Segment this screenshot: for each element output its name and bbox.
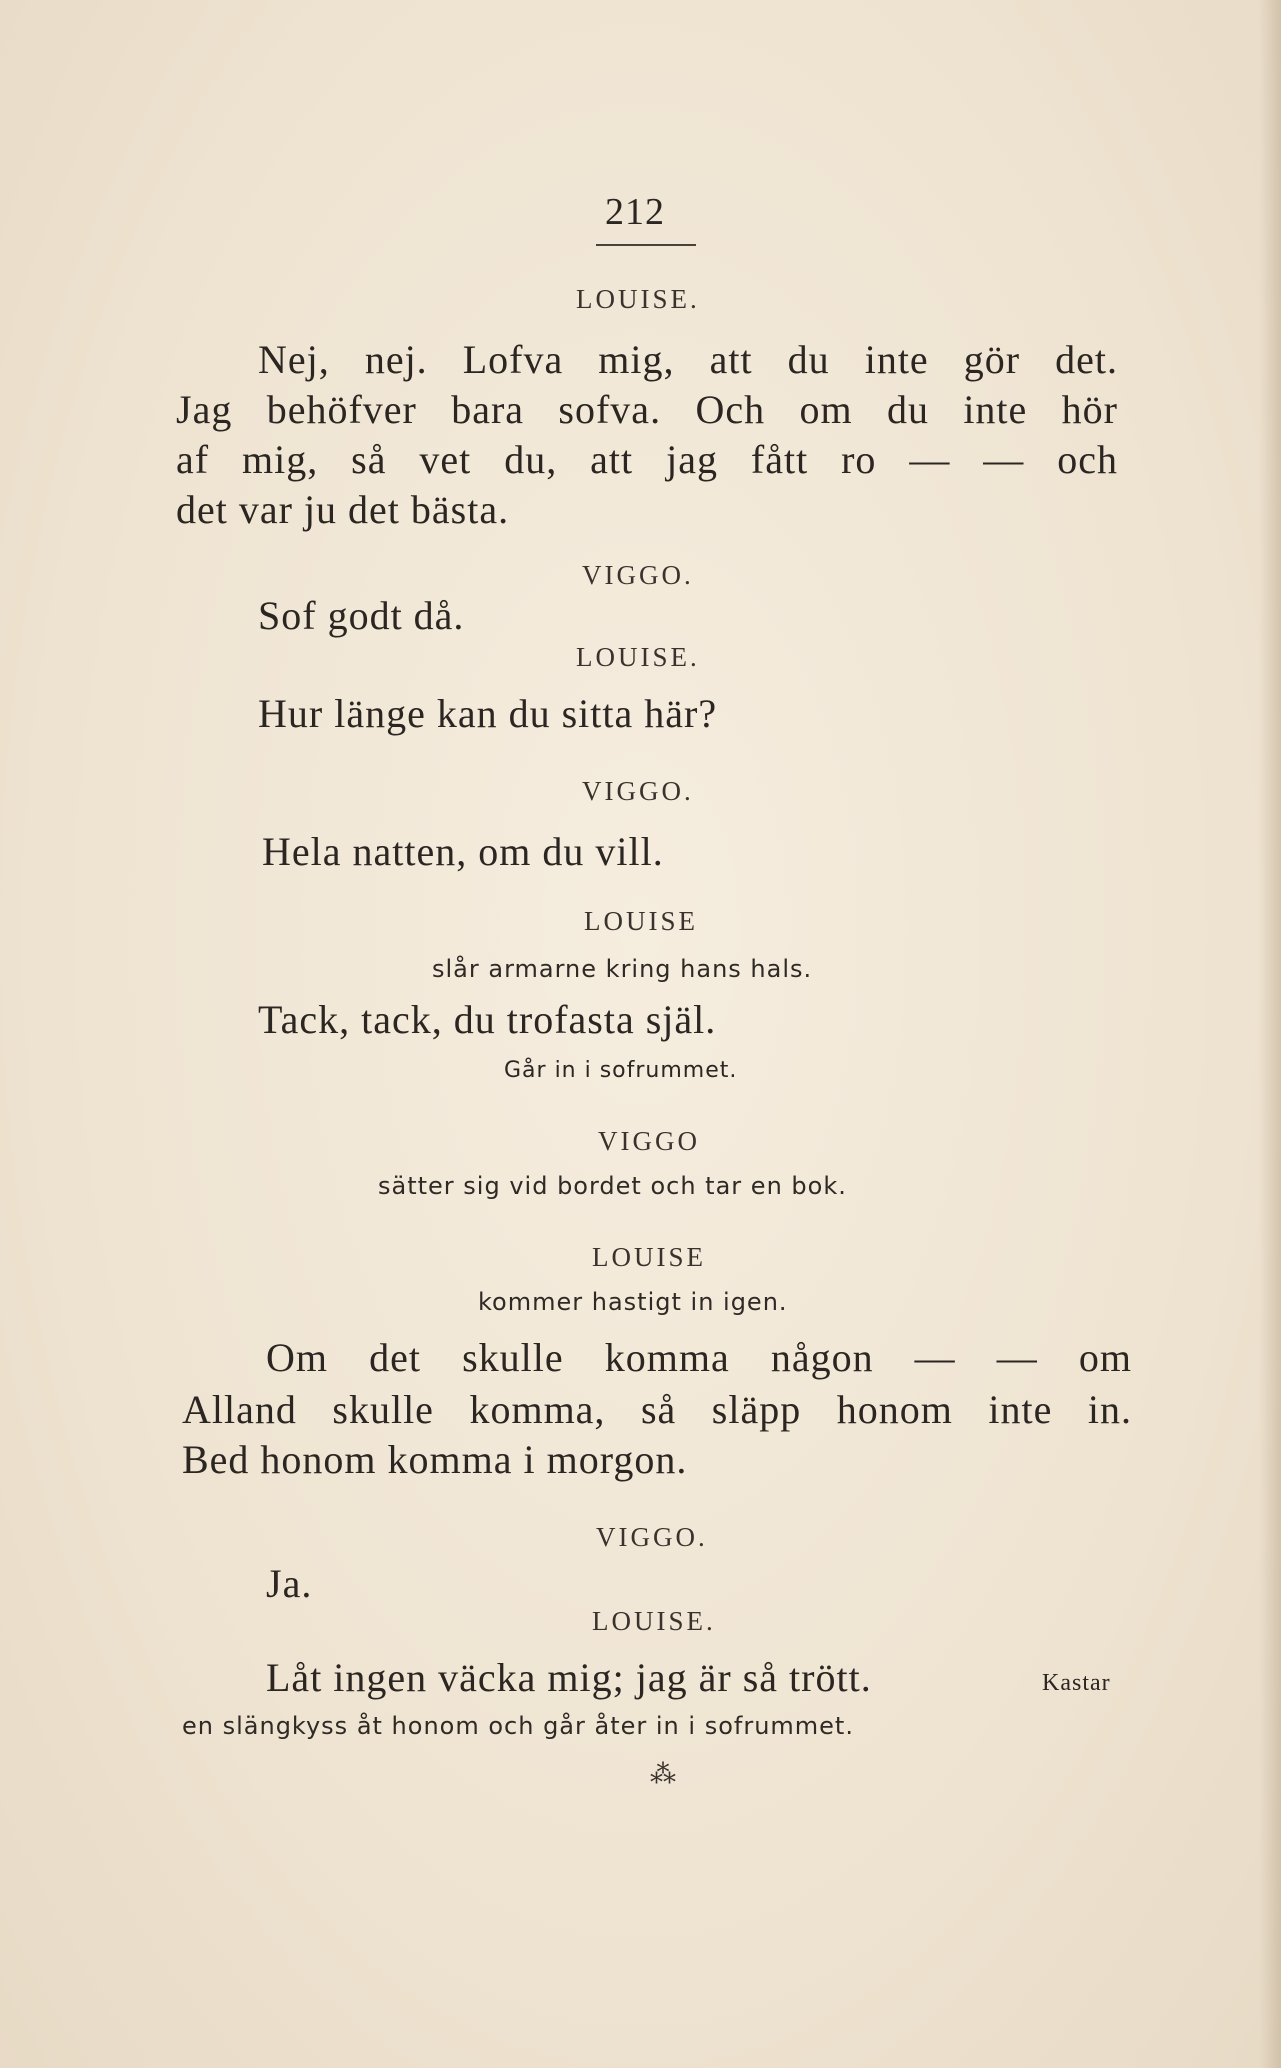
page-number: 212 (605, 191, 665, 233)
section-ornament: ⁂ (650, 1760, 676, 1789)
page-edge-shadow (1259, 0, 1281, 2068)
dialogue-line: Tack, tack, du trofasta själ. (258, 997, 717, 1042)
dialogue-line: af mig, så vet du, att jag fått ro — — och (176, 437, 1118, 482)
dialogue-line: Hela natten, om du vill. (262, 829, 664, 874)
speaker-louise: LOUISE (592, 1242, 706, 1272)
stage-direction: sätter sig vid bordet och tar en bok. (378, 1172, 847, 1200)
speaker-viggo: VIGGO. (582, 776, 694, 806)
speaker-louise: LOUISE (584, 906, 698, 936)
speaker-viggo: VIGGO (598, 1126, 700, 1156)
stage-direction: Kastar (1042, 1670, 1111, 1696)
dialogue-line: Hur länge kan du sitta här? (258, 691, 718, 736)
dialogue-line: Jag behöfver bara sofva. Och om du inte hör (176, 387, 1118, 432)
stage-direction: kommer hastigt in igen. (478, 1288, 788, 1316)
stage-direction: en slängkyss åt honom och går åter in i sofrummet. (182, 1712, 854, 1740)
dialogue-line: Alland skulle komma, så släpp honom inte in. (182, 1387, 1132, 1432)
stage-direction: slår armarne kring hans hals. (432, 955, 813, 983)
dialogue-line: Nej, nej. Lofva mig, att du inte gör det. (258, 337, 1118, 382)
speaker-louise: LOUISE. (576, 284, 700, 314)
stage-direction: Går in i sofrummet. (504, 1058, 738, 1083)
dialogue-line: det var ju det bästa. (176, 487, 510, 532)
speaker-viggo: VIGGO. (582, 560, 694, 590)
dialogue-line: Ja. (266, 1561, 313, 1606)
speaker-louise: LOUISE. (592, 1606, 716, 1636)
dialogue-line: Bed honom komma i morgon. (182, 1437, 688, 1482)
dialogue-line: Låt ingen väcka mig; jag är så trött. (266, 1655, 872, 1700)
dialogue-line: Om det skulle komma någon — — om (266, 1335, 1132, 1380)
speaker-louise: LOUISE. (576, 642, 700, 672)
speaker-viggo: VIGGO. (596, 1522, 708, 1552)
page-number-rule (596, 244, 696, 246)
dialogue-line: Sof godt då. (258, 593, 465, 638)
